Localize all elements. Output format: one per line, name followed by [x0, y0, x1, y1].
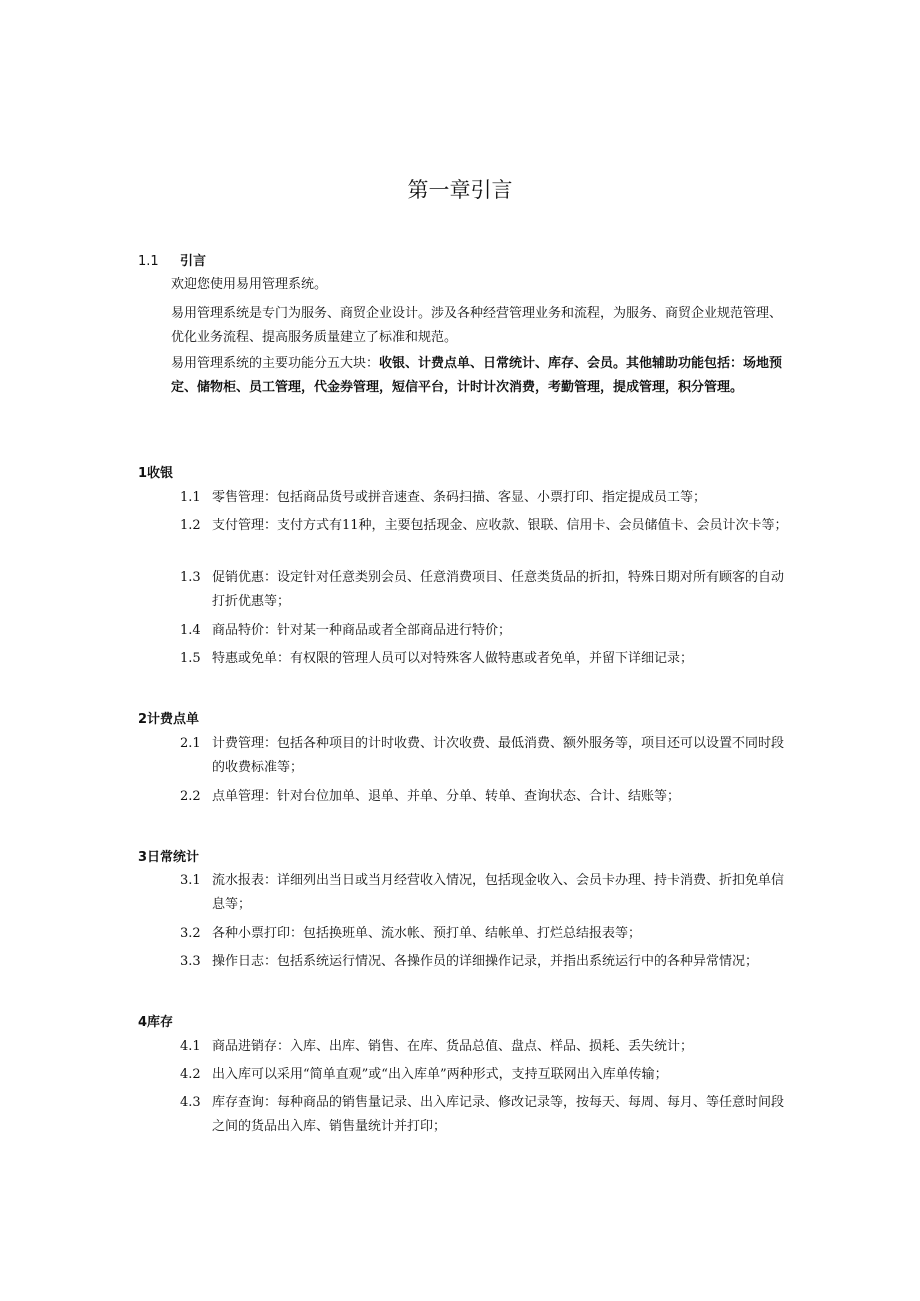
item-number: 1.3 — [180, 570, 201, 585]
list-item — [180, 1091, 790, 1139]
item-number: 2.1 — [180, 736, 201, 751]
list-item — [180, 1035, 790, 1059]
section-heading: 2计费点单 — [138, 712, 200, 727]
item-number: 4.1 — [180, 1039, 201, 1054]
list-item — [180, 514, 790, 538]
item-number: 4.3 — [180, 1095, 201, 1110]
list-item — [180, 647, 790, 671]
page-title: 第一章引言 — [407, 178, 513, 202]
item-text: 点单管理：针对台位加单、退单、并单、分单、转单、查询状态、合计、结账等； — [212, 789, 681, 804]
intro-p3-lead: 易用管理系统的主要功能分五大块： — [171, 356, 380, 371]
list-item — [180, 619, 790, 643]
intro-paragraph-2: 易用管理系统是专门为服务、商贸企业设计。涉及各种经营管理业务和流程，为服务、商贸企业规范管理、优化业务流程、提高服务质量建立了标准和规范。 — [171, 306, 783, 345]
intro-p3-mid: 。其他辅助功能包括： — [613, 356, 744, 371]
intro-p3-main-functions: 收银、计费点单、日常统计、库存、会员 — [379, 356, 614, 371]
list-item — [180, 950, 790, 974]
item-number: 1.4 — [180, 623, 201, 638]
item-text: 操作日志：包括系统运行情况、各操作员的详细操作记录，并指出系统运行中的各种异常情况； — [212, 954, 759, 969]
list-item — [180, 566, 790, 614]
item-text: 各种小票打印：包括换班单、流水帐、预打单、结帐单、打烂总结报表等； — [212, 926, 642, 941]
item-text: 支付管理：支付方式有11种，主要包括现金、应收款、银联、信用卡、会员储值卡、会员计次卡等； — [212, 518, 788, 533]
item-number: 4.2 — [180, 1067, 201, 1082]
item-number: 3.1 — [180, 873, 201, 888]
intro-p3-aux-functions: 场地预定、储物柜、员工管理，代金券管理，短信平台，计时计次消费，考勤管理，提成管理，积分管理。 — [171, 356, 783, 395]
intro-heading-text: 引言 — [180, 254, 207, 269]
list-item — [180, 785, 790, 809]
item-text: 零售管理：包括商品货号或拼音速查、条码扫描、客显、小票打印、指定提成员工等； — [212, 490, 707, 505]
list-item — [180, 869, 790, 917]
item-number: 1.5 — [180, 651, 201, 666]
list-item — [180, 922, 790, 946]
item-text: 商品进销存：入库、出库、销售、在库、货品总值、盘点、样品、损耗、丢失统计； — [212, 1039, 694, 1054]
item-text: 促销优惠：设定针对任意类别会员、任意消费项目、任意类货品的折扣，特殊日期对所有顾客的自动打折优惠等； — [212, 570, 785, 609]
item-text: 商品特价：针对某一种商品或者全部商品进行特价； — [212, 623, 512, 638]
intro-heading — [138, 250, 206, 269]
section-heading: 1收银 — [138, 466, 174, 481]
item-text: 库存查询：每种商品的销售量记录、出入库记录、修改记录等，按每天、每周、每月、等任意时间段之间的货品出入库、销售量统计并打印； — [212, 1095, 785, 1134]
list-item — [180, 732, 790, 780]
item-number: 3.3 — [180, 954, 201, 969]
section-heading: 4库存 — [138, 1015, 174, 1030]
item-text: 流水报表：详细列出当日或当月经营收入情况，包括现金收入、会员卡办理、持卡消费、折扣免单信息等； — [212, 873, 785, 912]
intro-paragraph-3 — [171, 352, 787, 400]
intro-number: 1.1 — [138, 254, 159, 269]
item-text: 出入库可以采用“简单直观”或“出入库单”两种形式，支持互联网出入库单传输； — [212, 1067, 668, 1082]
intro-paragraph-1: 欢迎您使用易用管理系统。 — [171, 277, 328, 292]
item-text: 计费管理：包括各种项目的计时收费、计次收费、最低消费、额外服务等，项目还可以设置不同时段的收费标准等； — [212, 736, 785, 775]
item-text: 特惠或免单：有权限的管理人员可以对特殊客人做特惠或者免单，并留下详细记录； — [212, 651, 694, 666]
item-number: 2.2 — [180, 789, 201, 804]
item-number: 1.2 — [180, 518, 201, 533]
item-number: 1.1 — [180, 490, 201, 505]
list-item — [180, 1063, 790, 1087]
list-item — [180, 486, 790, 510]
item-number: 3.2 — [180, 926, 201, 941]
section-heading: 3日常统计 — [138, 850, 200, 865]
